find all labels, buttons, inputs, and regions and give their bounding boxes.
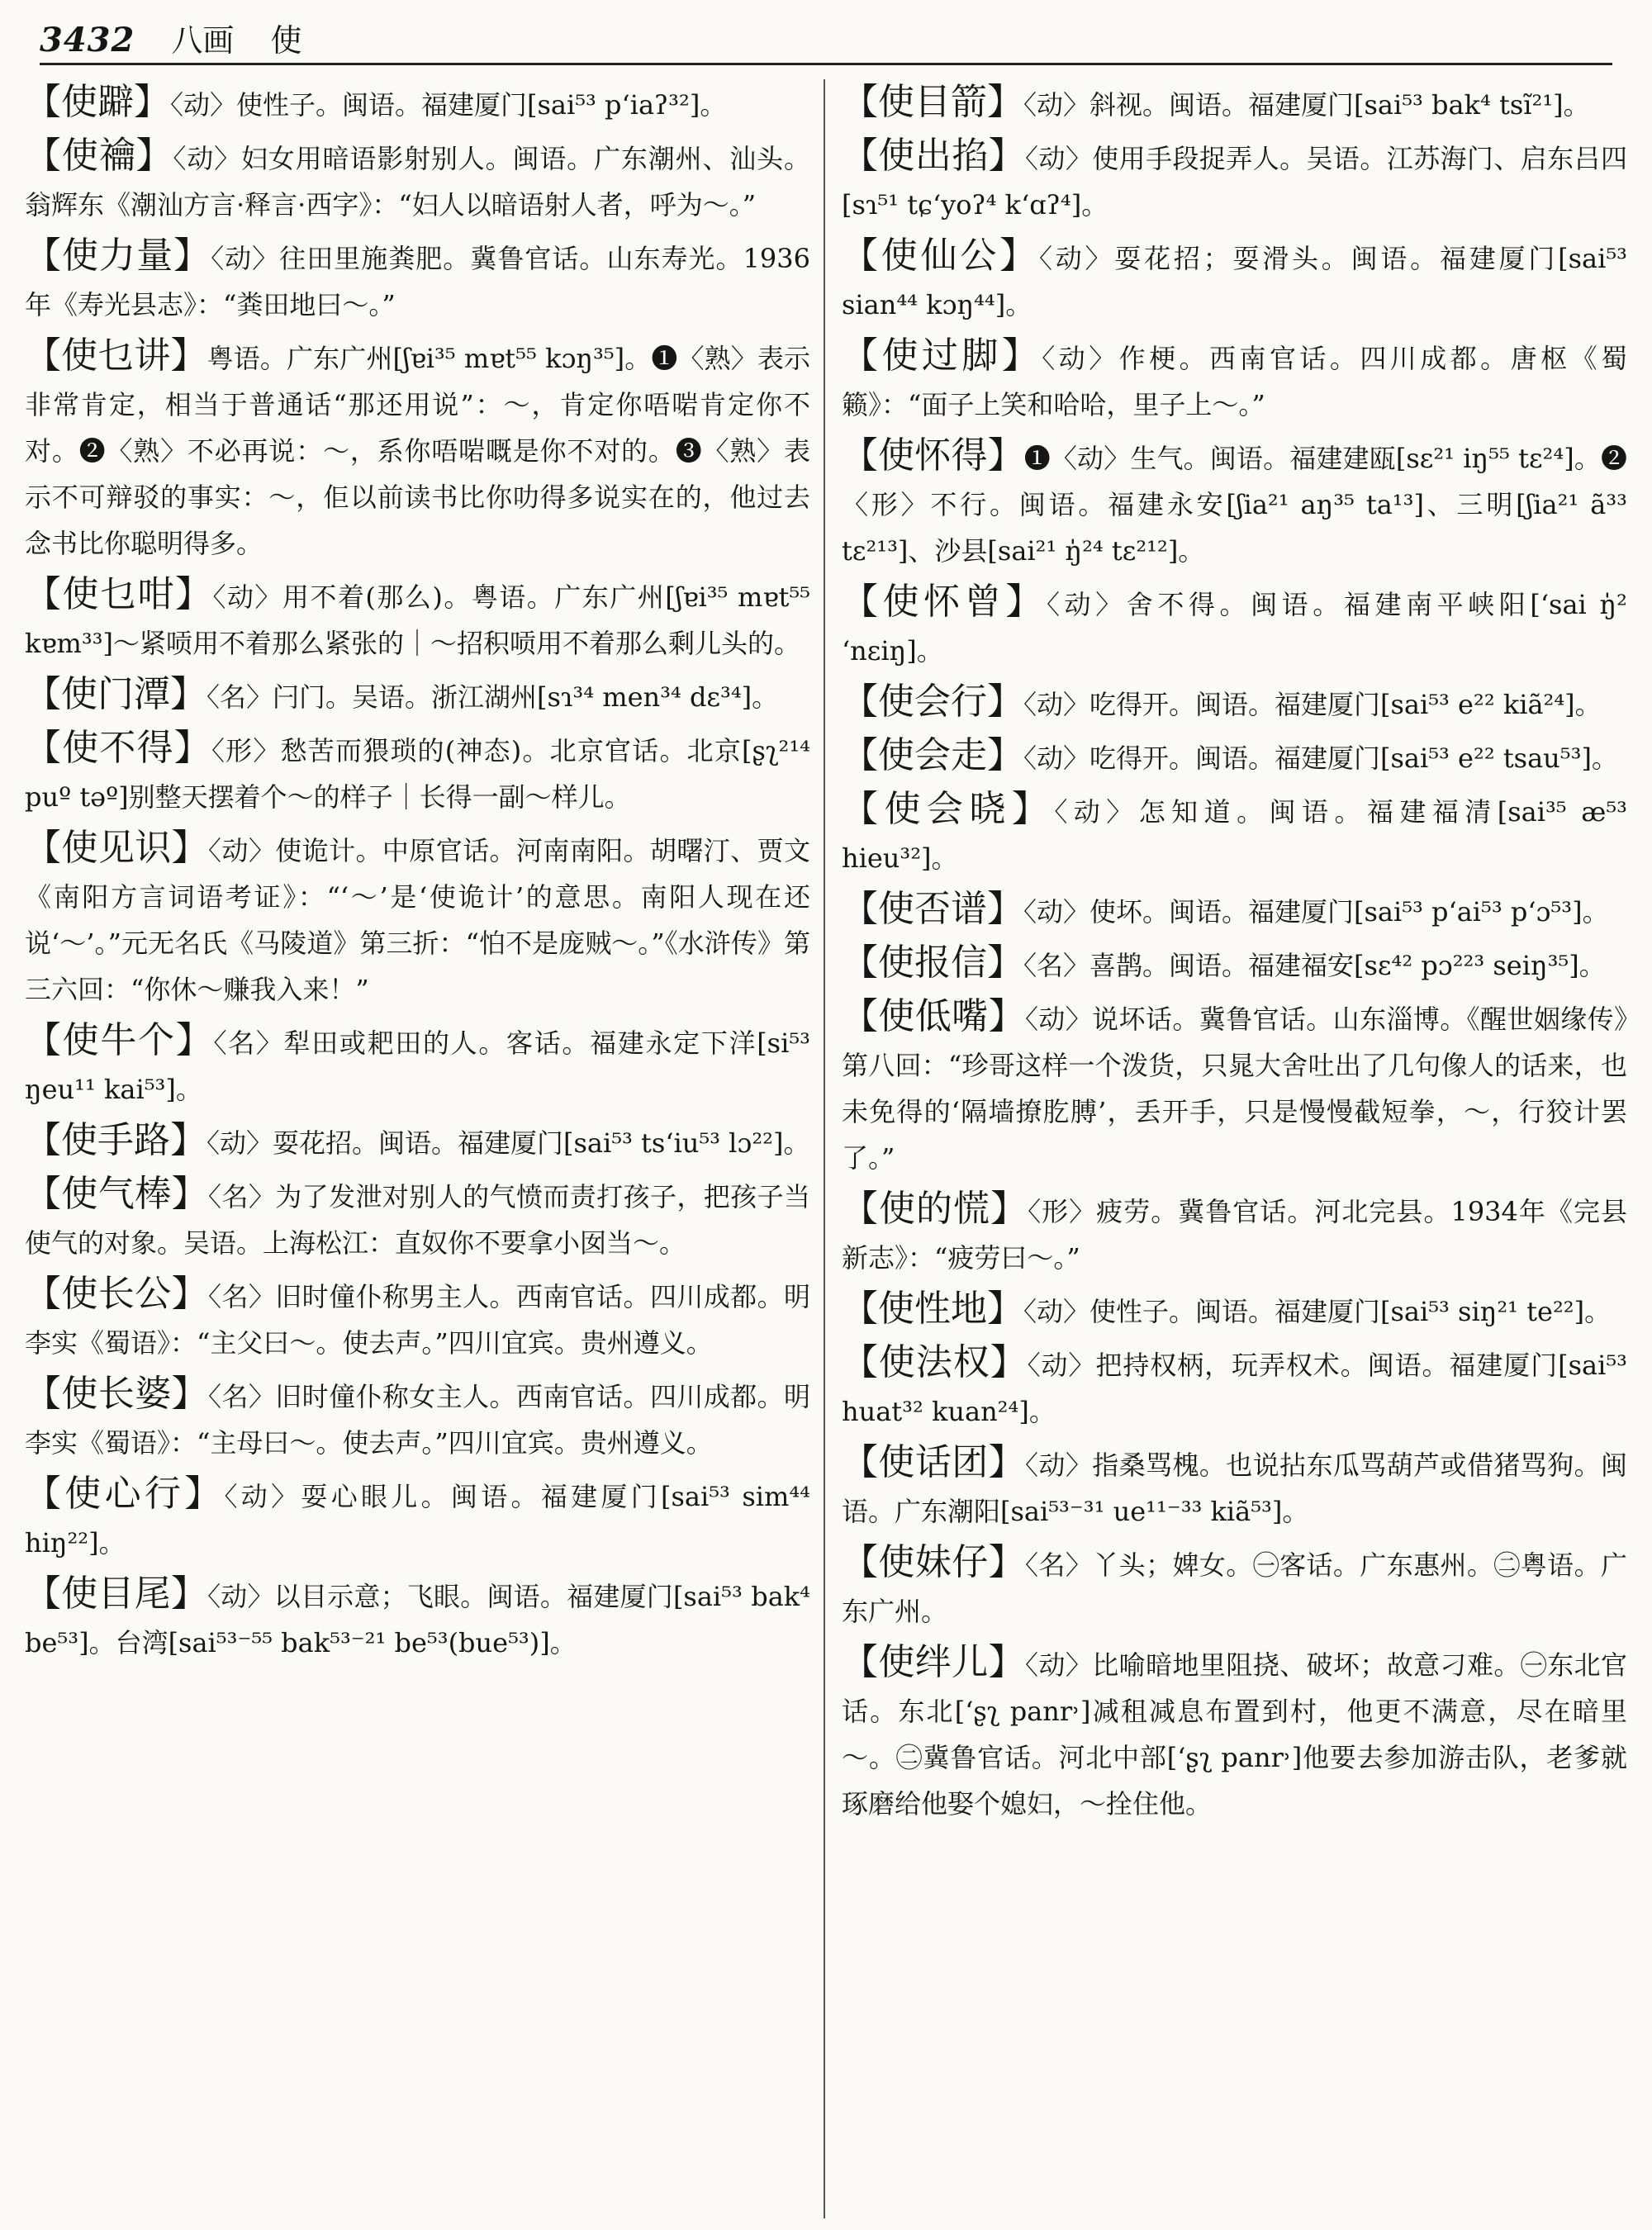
- entry-headword: 【使妹仔】: [842, 1541, 1026, 1583]
- dictionary-entry: [842, 1340, 1627, 1435]
- entry-definition: 〈动〉怎知道。闽语。福建福清[sai³⁵ æ⁵³ hieu³²]。: [842, 796, 1627, 874]
- entry-headword: 【使仙公】: [842, 235, 1039, 277]
- entry-definition: 〈动〉使诡计。中原官话。河南南阳。胡曙汀、贾文《南阳方言词语考证》：“‘～’是‘使诡计’的意思。南阳人现在还说‘～’。”元无名氏《马陵道》第三折：“怕不是庞贼～。”《水浒传》第三六回：“你休～赚我入来！”: [25, 835, 810, 1005]
- section-label: 八画: [171, 22, 235, 59]
- dictionary-entry: [25, 1018, 810, 1113]
- entry-definition: 〈动〉耍花招；耍滑头。闽语。福建厦门[sai⁵³ sian⁴⁴ kɔŋ⁴⁴]。: [842, 243, 1627, 320]
- page-number: 3432: [40, 21, 135, 59]
- dictionary-entry: [842, 940, 1627, 989]
- entry-definition: 〈动〉使性子。闽语。福建厦门[sai⁵³ siŋ²¹ te²²]。: [1023, 1296, 1612, 1327]
- entry-headword: 【使会走】: [842, 734, 1023, 776]
- dictionary-entry: [25, 1117, 810, 1166]
- entry-headword: 【使低嘴】: [842, 995, 1025, 1037]
- entry-definition: 〈动〉耍心眼儿。闽语。福建厦门[sai⁵³ sim⁴⁴ hiŋ²²]。: [25, 1481, 810, 1559]
- entry-headword: 【使长婆】: [25, 1373, 209, 1415]
- dictionary-entry: [25, 233, 810, 328]
- dictionary-entry: [25, 1571, 810, 1666]
- left-column: [25, 79, 824, 2218]
- dictionary-entry: [25, 1171, 810, 1266]
- two-column-body: [25, 79, 1627, 2218]
- entry-headword: 【使见识】: [25, 827, 209, 869]
- dictionary-entry: [842, 1286, 1627, 1335]
- entry-definition: 粤语。广东广州[ʃɐi³⁵ mɐt⁵⁵ kɔŋ³⁵]。❶〈熟〉表示非常肯定，相当于普通话“那还用说”：～，肯定你唔啱肯定你不对。❷〈熟〉不必再说：～，系你唔啱嘅是你不对的。❸〈熟〉表示不可辩驳的事实：～，佢以前读书比你叻得多说实在的，他过去念书比你聪明得多。: [25, 343, 810, 559]
- dictionary-entry: [842, 1440, 1627, 1535]
- right-column: [824, 79, 1627, 2218]
- dictionary-entry: [842, 579, 1627, 674]
- entry-headword: 【使报信】: [842, 942, 1023, 984]
- entry-definition: 〈名〉丫头；婢女。㊀客话。广东惠州。㊁粤语。广东广州。: [842, 1549, 1627, 1627]
- entry-headword: 【使躃】: [25, 81, 170, 123]
- entry-headword: 【使乜讲】: [25, 334, 207, 377]
- dictionary-entry: [842, 433, 1627, 574]
- dictionary-entry: [25, 79, 810, 128]
- entry-definition: 〈动〉舍不得。闽语。福建南平峡阳[ʻsai ŋ̍² ʻnɛiŋ]。: [842, 589, 1627, 667]
- dictionary-entry: [842, 679, 1627, 728]
- page-header: [40, 15, 1612, 65]
- dictionary-entry: [25, 333, 810, 567]
- entry-definition: 〈动〉妇女用暗语影射别人。闽语。广东潮州、汕头。翁辉东《潮汕方言·释言·西字》：“妇人以暗语射人者，呼为～。”: [25, 143, 810, 221]
- entry-headword: 【使门潭】: [25, 673, 206, 715]
- entry-definition: 〈名〉旧时僮仆称男主人。西南官话。四川成都。明李实《蜀语》：“主父曰～。使去声。”四川宜宾。贵州遵义。: [25, 1281, 810, 1359]
- entry-definition: 〈动〉耍花招。闽语。福建厦门[sai⁵³ tsʻiu⁵³ lɔ²²]。: [206, 1127, 810, 1159]
- dictionary-entry: [25, 572, 810, 667]
- entry-headword: 【使目箭】: [842, 81, 1023, 123]
- dictionary-entry: [25, 133, 810, 228]
- entry-headword: 【使不得】: [25, 727, 211, 769]
- entry-definition: 〈名〉旧时僮仆称女主人。西南官话。四川成都。明李实《蜀语》：“主母曰～。使去声。”四川宜宾。贵州遵义。: [25, 1381, 810, 1459]
- entry-definition: 〈动〉作梗。西南官话。四川成都。唐枢《蜀籁》：“面子上笑和哈哈，里子上～。”: [842, 343, 1627, 420]
- entry-definition: 〈动〉把持权柄，玩弄权术。闽语。福建厦门[sai⁵³ huat³² kuan²⁴]。: [842, 1350, 1627, 1427]
- dictionary-entry: [842, 886, 1627, 935]
- entry-headword: 【使气棒】: [25, 1173, 209, 1215]
- entry-definition: 〈动〉比喻暗地里阻挠、破坏；故意刁难。㊀东北官话。东北[ʻʂʅ panr˒]减租减息布置到村，他更不满意，尽在暗里～。㊁冀鲁官话。河北中部[ʻʂʅ panr˒]他要去参加游击队，老爹就琢磨给他娶个媳妇，～拴住他。: [842, 1649, 1627, 1820]
- dictionary-entry: [842, 786, 1627, 881]
- dictionary-entry: [25, 725, 810, 820]
- entry-definition: 〈名〉喜鹊。闽语。福建福安[sɛ⁴² pɔ²²³ seiŋ³⁵]。: [1023, 950, 1606, 981]
- dictionary-entry: [842, 1540, 1627, 1635]
- dictionary-entry: [842, 733, 1627, 781]
- dictionary-entry: [842, 994, 1627, 1181]
- dictionary-entry: [25, 1471, 810, 1566]
- entry-headword: 【使出掐】: [842, 135, 1026, 177]
- entry-headword: 【使怀曾】: [842, 581, 1047, 623]
- entry-definition: 〈动〉往田里施粪肥。冀鲁官话。山东寿光。1936年《寿光县志》：“粪田地曰～。”: [25, 243, 810, 320]
- entry-headword: 【使怀得】: [842, 434, 1024, 477]
- entry-headword: 【使力量】: [25, 235, 211, 277]
- entry-headword: 【使话团】: [842, 1441, 1026, 1483]
- dictionary-entry: [842, 333, 1627, 428]
- entry-headword: 【使乜咁】: [25, 573, 213, 615]
- dictionary-entry: [25, 825, 810, 1013]
- entry-headword: 【使法权】: [842, 1341, 1028, 1383]
- entry-definition: 〈动〉使性子。闽语。福建厦门[sai⁵³ pʻiaʔ³²]。: [170, 89, 727, 121]
- entry-headword: 【使目尾】: [25, 1573, 208, 1615]
- entry-definition: 〈名〉犁田或耙田的人。客话。福建永定下洋[si⁵³ ŋeu¹¹ kai⁵³]。: [25, 1027, 810, 1105]
- entry-headword: 【使长公】: [25, 1273, 209, 1315]
- dictionary-entry: [25, 1271, 810, 1366]
- dictionary-entry: [842, 233, 1627, 328]
- headword-character: 使: [270, 22, 302, 59]
- entry-headword: 【使心行】: [25, 1473, 225, 1515]
- dictionary-entry: [25, 671, 810, 720]
- dictionary-entry: [842, 1186, 1627, 1281]
- entry-definition: 〈形〉愁苦而猥琐的(神态)。北京官话。北京[ʂʅ²¹⁴ puº təº]别整天摆着个～的样子｜长得一副～样儿。: [25, 735, 810, 813]
- entry-definition: 〈动〉使坏。闽语。福建厦门[sai⁵³ pʻai⁵³ pʻɔ⁵³]。: [1023, 896, 1609, 928]
- entry-definition: 〈动〉指桑骂槐。也说拈东瓜骂葫芦或借猪骂狗。闽语。广东潮阳[sai⁵³⁻³¹ ue¹¹⁻³³ kiã⁵³]。: [842, 1450, 1627, 1527]
- dictionary-entry: [842, 133, 1627, 228]
- dictionary-entry: [842, 1639, 1627, 1827]
- entry-definition: 〈动〉斜视。闽语。福建厦门[sai⁵³ bak⁴ tsĩ²¹]。: [1023, 89, 1590, 121]
- entry-definition: 〈动〉吃得开。闽语。福建厦门[sai⁵³ e²² kiã²⁴]。: [1023, 689, 1602, 720]
- entry-definition: 〈动〉说坏话。冀鲁官话。山东淄博。《醒世姻缘传》第八回：“珍哥这样一个泼货，只晁大舍吐出了几句像人的话来，也未免得的‘隔墙撩肐膊’，丢开手，只是慢慢截短拳，～，行狡计罢了。”: [842, 1004, 1627, 1174]
- entry-headword: 【使绊儿】: [842, 1641, 1026, 1683]
- entry-headword: 【使的慌】: [842, 1188, 1028, 1230]
- entry-definition: 〈形〉疲劳。冀鲁官话。河北完县。1934年《完县新志》：“疲劳曰～。”: [842, 1196, 1627, 1274]
- entry-headword: 【使会晓】: [842, 788, 1055, 830]
- entry-definition: 〈名〉闩门。吴语。浙江湖州[sɿ³⁴ men³⁴ dɛ³⁴]。: [206, 681, 779, 713]
- entry-headword: 【使性地】: [842, 1288, 1023, 1330]
- entry-headword: 【使过脚】: [842, 334, 1042, 377]
- entry-definition: ❶〈动〉生气。闽语。福建建瓯[sɛ²¹ iŋ⁵⁵ tɛ²⁴]。❷〈形〉不行。闽语。福建永安[ʃia²¹ aŋ³⁵ ta¹³]、三明[ʃia²¹ ã³³ tɛ²¹³]、沙县[sai²¹ ŋ̍²⁴ tɛ²¹²]。: [842, 443, 1627, 567]
- dictionary-entry: [25, 1371, 810, 1466]
- entry-headword: 【使牛个】: [25, 1019, 214, 1061]
- entry-definition: 〈动〉以目示意；飞眼。闽语。福建厦门[sai⁵³ bak⁴ be⁵³]。台湾[sai⁵³⁻⁵⁵ bak⁵³⁻²¹ be⁵³(bue⁵³)]。: [25, 1581, 810, 1658]
- entry-headword: 【使手路】: [25, 1119, 206, 1161]
- entry-definition: 〈动〉吃得开。闽语。福建厦门[sai⁵³ e²² tsau⁵³]。: [1023, 743, 1618, 774]
- entry-headword: 【使否谱】: [842, 888, 1023, 930]
- entry-headword: 【使禴】: [25, 135, 173, 177]
- dictionary-entry: [842, 79, 1627, 128]
- entry-definition: 〈动〉使用手段捉弄人。吴语。江苏海门、启东吕四[sɿ⁵¹ tɕʻyoʔ⁴ kʻɑʔ⁴]。: [842, 143, 1627, 221]
- entry-definition: 〈动〉用不着(那么)。粤语。广东广州[ʃɐi³⁵ mɐt⁵⁵ kɐm³³]～紧唝用不着那么紧张的｜～招积唝用不着那么剩儿头的。: [25, 581, 810, 659]
- entry-definition: 〈名〉为了发泄对别人的气愤而责打孩子，把孩子当使气的对象。吴语。上海松江：直奴你不要拿小囡当～。: [25, 1181, 810, 1259]
- entry-headword: 【使会行】: [842, 681, 1023, 723]
